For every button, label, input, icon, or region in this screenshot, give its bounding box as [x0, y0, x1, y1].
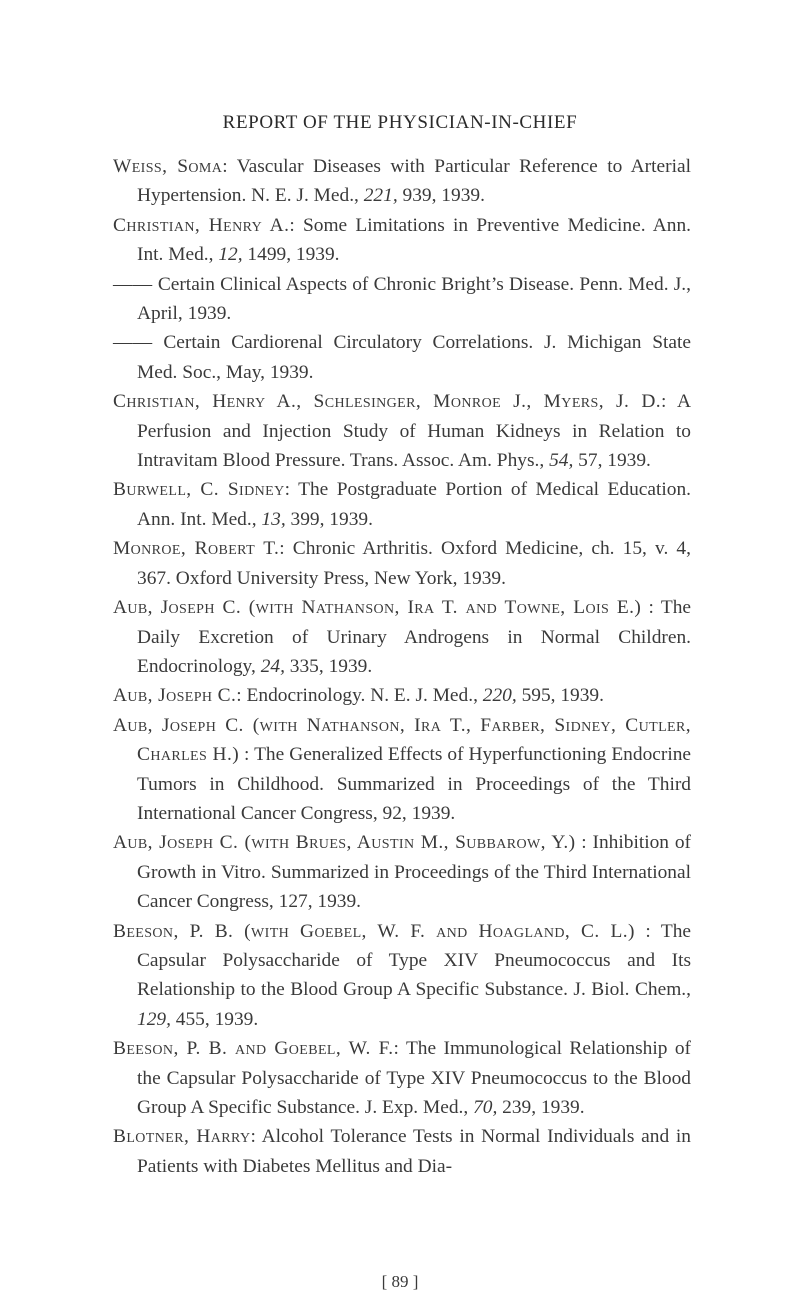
entry-volume: 220, — [482, 685, 517, 707]
entry-pages: 595, 1939. — [516, 685, 604, 707]
entry-pages: 57, 1939. — [573, 450, 651, 472]
entry-author: Aub, Joseph C. — [113, 685, 237, 707]
entry-author: Aub, Joseph C. (with Nathanson, Ira T. and Towne, Lois E.) — [113, 597, 642, 619]
entry-citation: Endocrinology. N. E. J. Med., — [246, 685, 483, 707]
bibliography-entry: Aub, Joseph C. (with Nathanson, Ira T. and Towne, Lois E.) : The Daily Excretion of Urinary Androgens in Normal Children. Endocrinology, 24, 335, 1939. — [113, 597, 691, 677]
entry-author: Blotner, Harry — [113, 1126, 251, 1148]
entry-volume: 70, — [473, 1097, 498, 1118]
bibliography-entry: Christian, Henry A.: Some Limitations in Preventive Medicine. Ann. Int. Med., 12, 1499, 1939. — [113, 214, 691, 266]
entry-volume: 221, — [363, 185, 398, 207]
bibliography-entry — [113, 270, 691, 329]
entry-pages: 455, 1939. — [170, 1008, 259, 1030]
page-number: [ 89 ] — [381, 1272, 419, 1291]
entry-author: Christian, Henry A., Schlesinger, Monroe J., Myers, J. D. — [113, 391, 661, 413]
bibliography-entry: Beeson, P. B. (with Goebel, W. F. and Hoagland, C. L.) : The Capsular Polysaccharide of Type XIV Pneumococcus and Its Relationship to the Blood Group A Specific Substance. J. Biol. Chem., 129, 455, 1939. — [113, 920, 691, 1030]
entry-author: Burwell, C. Sidney — [113, 479, 285, 501]
entry-citation: The Postgraduate Portion of Medical Education. Ann. Int. Med., — [137, 479, 691, 530]
bibliography-entry: Aub, Joseph C. (with Brues, Austin M., Subbarow, Y.) : Inhibition of Growth in Vitro. Summarized in Proceedings of the Third International Cancer Congress, 127, 1939. — [113, 832, 691, 913]
entry-author: —— — [113, 332, 153, 354]
bibliography-entry: Burwell, C. Sidney: The Postgraduate Portion of Medical Education. Ann. Int. Med., 13, 399, 1939. — [113, 479, 691, 530]
bibliography-entry: Aub, Joseph C. (with Nathanson, Ira T., Farber, Sidney, Cutler, Charles H.) : The Generalized Effects of Hyperfunctioning Endocrine Tumors in Childhood. Summarized in Proceedings of the Third International Cancer Congress, 92, 1939. — [113, 714, 692, 824]
entry-author: Beeson, P. B. (with Goebel, W. F. and Hoagland, C. L.) — [113, 920, 635, 942]
bibliography-entry: Blotner, Harry: Alcohol Tolerance Tests in Normal Individuals and in Patients with Diabetes Mellitus and Dia- — [113, 1126, 691, 1177]
bibliography-list — [113, 152, 691, 1181]
entry-author: Aub, Joseph C. (with Nathanson, Ira T., Farber, Sidney, Cutler, Charles H.) — [113, 714, 691, 766]
entry-citation: Chronic Arthritis. Oxford Medicine, ch. 15, v. 4, 367. Oxford University Press, New York, 1939. — [137, 538, 691, 589]
entry-citation: A Perfusion and Injection Study of Human Kidneys in Relation to Intravitam Blood Pressure. Trans. Assoc. Am. Phys., — [137, 391, 691, 472]
bibliography-entry: Monroe, Robert T.: Chronic Arthritis. Oxford Medicine, ch. 15, v. 4, 367. Oxford University Press, New York, 1939. — [113, 538, 691, 589]
entry-citation: Alcohol Tolerance Tests in Normal Individuals and in Patients with Diabetes Mellitus and Dia- — [137, 1126, 691, 1177]
entry-author: Christian, Henry A. — [113, 214, 290, 236]
entry-pages: 335, 1939. — [284, 655, 373, 677]
entry-author: Beeson, P. B. and Goebel, W. F. — [113, 1038, 394, 1060]
entry-pages: 939, 1939. — [397, 185, 485, 207]
bibliography-entry: Beeson, P. B. and Goebel, W. F.: The Immunological Relationship of the Capsular Polysaccharide of Type XIV Pneumococcus to the Blood Group A Specific Substance. J. Exp. Med., 70, 239, 1939. — [113, 1038, 691, 1118]
entry-volume: 129, — [137, 1008, 171, 1030]
entry-citation: Inhibition of Growth in Vitro. Summarized in Proceedings of the Third International Cancer Congress, 127, 1939. — [137, 832, 691, 913]
bibliography-entry — [113, 328, 691, 387]
entry-author: Weiss, Soma — [113, 156, 223, 177]
entry-volume: 12, — [218, 244, 243, 266]
entry-citation: The Daily Excretion of Urinary Androgens in Normal Children. Endocrinology, — [137, 597, 691, 677]
entry-citation: Some Limitations in Preventive Medicine. Ann. Int. Med., — [137, 214, 691, 266]
entry-author: —— — [113, 273, 153, 295]
running-header: REPORT OF THE PHYSICIAN-IN-CHIEF — [222, 112, 578, 133]
entry-volume: 54, — [549, 450, 574, 472]
entry-author: Aub, Joseph C. (with Brues, Austin M., Subbarow, Y.) — [113, 832, 576, 854]
entry-volume: 13, — [261, 508, 286, 530]
bibliography-entry: Weiss, Soma: Vascular Diseases with Particular Reference to Arterial Hypertension. N. E. J. Med., 221, 939, 1939. — [113, 156, 691, 207]
entry-volume: 24, — [260, 655, 285, 677]
entry-pages: 239, 1939. — [497, 1097, 585, 1118]
entry-citation: The Immunological Relationship of the Capsular Polysaccharide of Type XIV Pneumococcus to the Blood Group A Specific Substance. J. Exp. Med., — [137, 1038, 691, 1118]
entry-citation: The Generalized Effects of Hyperfunctioning Endocrine Tumors in Childhood. Summarized in Proceedings of the Third International Cancer Congress, 92, 1939. — [137, 744, 692, 824]
entry-citation: The Capsular Polysaccharide of Type XIV Pneumococcus and Its Relationship to the Blood Group A Specific Substance. J. Biol. Chem., — [137, 920, 691, 1001]
entry-citation: Vascular Diseases with Particular Reference to Arterial Hypertension. N. E. J. Med., — [137, 156, 691, 207]
entry-pages: 1499, 1939. — [242, 244, 340, 266]
entry-citation: Certain Clinical Aspects of Chronic Bright’s Disease. Penn. Med. J., April, 1939. — [137, 273, 691, 325]
entry-pages: 399, 1939. — [285, 508, 373, 530]
entry-author: Monroe, Robert T. — [113, 538, 280, 560]
entry-citation: Certain Cardiorenal Circulatory Correlations. J. Michigan State Med. Soc., May, 1939. — [137, 332, 691, 383]
bibliography-entry: Aub, Joseph C.: Endocrinology. N. E. J. Med., 220, 595, 1939. — [113, 685, 604, 707]
bibliography-entry: Christian, Henry A., Schlesinger, Monroe J., Myers, J. D.: A Perfusion and Injection Study of Human Kidneys in Relation to Intravitam Blood Pressure. Trans. Assoc. Am. Phys., 54, 57, 1939. — [113, 391, 691, 472]
